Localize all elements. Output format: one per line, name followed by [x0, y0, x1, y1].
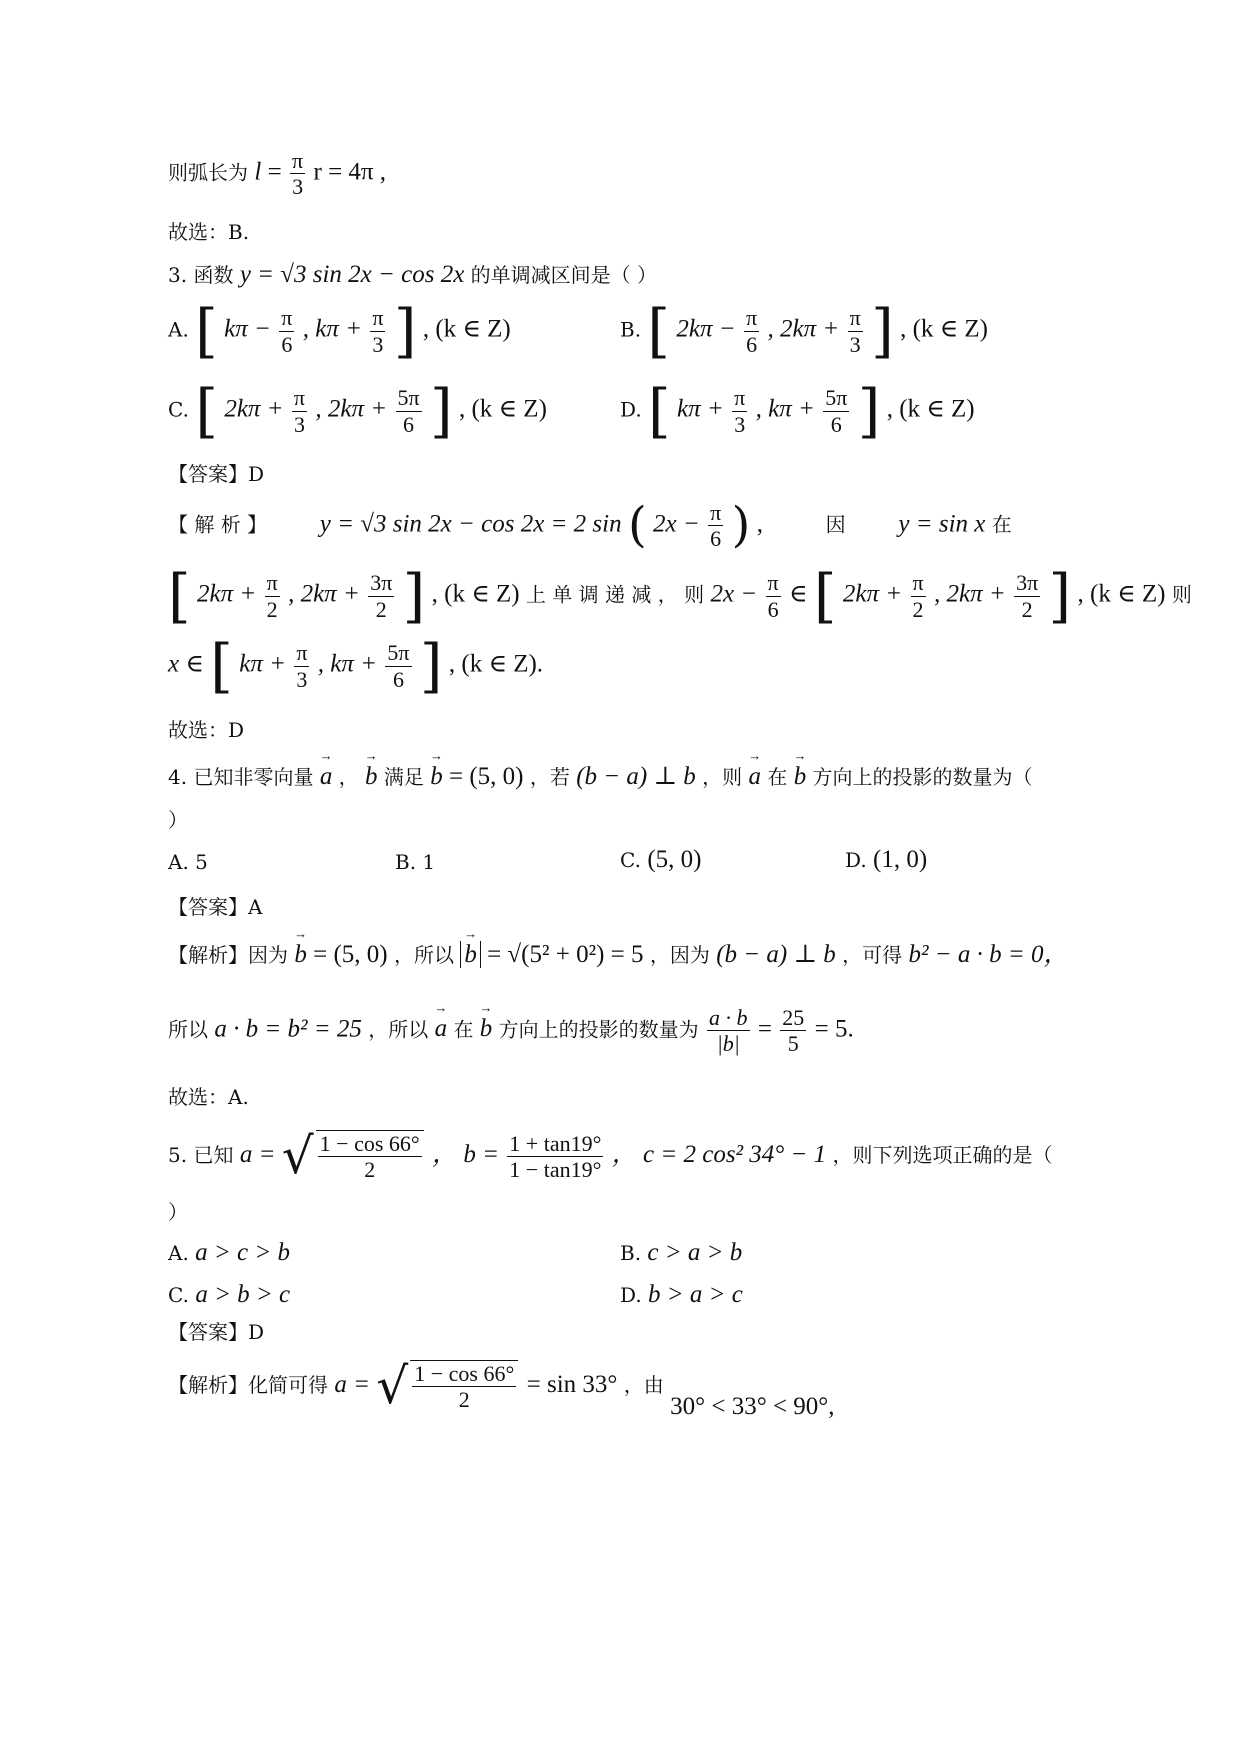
frac-den: |b| — [716, 1031, 740, 1057]
then-text: ，则 — [702, 765, 743, 789]
frac-num: π — [710, 500, 722, 525]
satisfy-text: 满足 — [383, 765, 424, 789]
q4-option-b: B. 1 — [395, 850, 436, 874]
right-bracket: ] — [419, 632, 443, 700]
vector-a: → a — [320, 762, 333, 792]
dot-equation: b² − a · b = 0， — [908, 941, 1069, 968]
frac — [265, 570, 280, 622]
so-text: ，所以 — [393, 943, 454, 967]
frac — [823, 385, 849, 437]
frac-num: 1 + tan19° — [509, 1130, 602, 1156]
frac — [744, 305, 759, 357]
left-bracket: [ — [648, 377, 671, 445]
q4-close: ） — [168, 808, 188, 832]
option-value: (5, 0) — [647, 846, 702, 873]
analysis-formula: y = √3 sin 2x − cos 2x = 2 sin — [319, 510, 622, 538]
interval-end: , kπ + — [302, 315, 362, 343]
if-text: ，若 — [529, 765, 570, 789]
vector-b: → b — [365, 762, 378, 792]
choose-b: 故选：B. — [168, 220, 250, 244]
so-text: 所以 — [168, 1017, 208, 1042]
option-label: C. — [168, 1283, 189, 1307]
by-text: ，由 — [623, 1372, 664, 1397]
option-value: b > a > c — [648, 1281, 743, 1308]
arc-length-result: r = 4π , — [313, 158, 387, 186]
analysis-label: 【解析】化简可得 — [168, 1372, 328, 1397]
frac — [732, 385, 747, 437]
option-value: a > b > c — [195, 1281, 291, 1308]
q4-analysis-line1 — [168, 940, 1068, 970]
vector-b: → b — [294, 940, 307, 970]
k-domain: , (k ∈ Z). — [448, 650, 544, 678]
q4-suffix: 方向上的投影的数量为（ — [812, 765, 1033, 789]
q3-formula: y = √3 sin 2x − cos 2x — [239, 261, 465, 288]
in-text: 在 — [453, 1017, 474, 1042]
interval-start: 2kπ − — [676, 315, 736, 343]
frac-den: 3 — [293, 411, 305, 437]
k-domain: , (k ∈ Z) — [900, 315, 989, 343]
left-bracket: [ — [813, 562, 837, 630]
frac-den: 6 — [767, 596, 779, 622]
right-bracket: ] — [393, 297, 417, 365]
frac-num: π — [746, 305, 758, 331]
vector-b: → b — [794, 762, 807, 792]
vector-b: → b — [480, 1014, 493, 1044]
frac-den: 1 − tan19° — [509, 1156, 602, 1182]
tan-frac — [507, 1131, 603, 1183]
sqrt-frac — [410, 1360, 518, 1413]
sqrt-sign: √ — [281, 1126, 314, 1185]
option-label: D. — [620, 1283, 642, 1307]
frac-den: 3 — [296, 666, 308, 692]
dot-product: a · b = b² = 25 — [214, 1015, 362, 1043]
arc-length-prefix: 则弧长为 — [168, 160, 248, 185]
frac-num: π — [281, 305, 293, 331]
k-domain: , (k ∈ Z) — [886, 395, 975, 423]
frac-den: 3 — [292, 174, 304, 200]
element-of: ∈ — [789, 580, 808, 608]
comma: ， — [338, 765, 359, 789]
q5-option-a — [168, 1238, 290, 1268]
frac — [368, 570, 394, 622]
interval-start: 2kπ + — [842, 580, 903, 608]
right-bracket: ] — [402, 562, 426, 630]
interval-start: kπ + — [677, 395, 724, 423]
left-bracket: [ — [195, 297, 218, 365]
frac-den: 2 — [912, 596, 924, 622]
interval-end: , kπ + — [317, 650, 378, 678]
frac-den: 2 — [1021, 596, 1033, 622]
q4-stem — [168, 762, 1033, 792]
frac-den: 6 — [403, 411, 415, 437]
interval-end: , kπ + — [755, 395, 815, 423]
frac — [279, 305, 294, 357]
then-text: 则 — [1171, 582, 1192, 607]
perp-condition: (b − a) ⊥ b — [716, 941, 836, 968]
a-def: a = — [239, 1140, 276, 1168]
sqrt-frac — [316, 1130, 424, 1183]
in-text: 在 — [991, 512, 1012, 537]
right-paren: ) — [731, 497, 751, 554]
frac-num: π — [912, 570, 924, 596]
frac-num: π — [296, 640, 308, 666]
argument: 2x − — [710, 580, 758, 608]
vector-a: → a — [748, 762, 761, 792]
vector-a: → a — [435, 1014, 448, 1044]
q5-close: ） — [168, 1200, 188, 1224]
q4-option-d — [845, 845, 927, 875]
q4-option-a: A. 5 — [168, 850, 208, 874]
q3-option-c — [168, 377, 547, 445]
interval-end: , 2kπ + — [767, 315, 840, 343]
option-label: B. — [620, 317, 642, 342]
q4-analysis-line2 — [168, 1005, 854, 1057]
perp-condition: (b − a) ⊥ b — [576, 763, 696, 790]
frac — [1014, 570, 1040, 622]
q3-option-d — [620, 377, 975, 445]
right-bracket: ] — [1048, 562, 1072, 630]
frac-den: 3 — [734, 411, 746, 437]
a-def: a = — [334, 1370, 370, 1398]
frac-den: 6 — [746, 331, 758, 357]
frac-den: 6 — [710, 526, 722, 552]
frac-den: 6 — [281, 331, 293, 357]
frac — [294, 640, 309, 692]
frac-den: 5 — [787, 1031, 799, 1057]
frac-num: 1 − cos 66° — [319, 1131, 420, 1156]
left-bracket: [ — [168, 562, 191, 630]
option-label: C. — [620, 848, 641, 872]
monotone-text: 上 单 调 递 减 ， 则 — [525, 582, 705, 607]
because-text: ，因为 — [649, 943, 710, 967]
q3-option-b — [620, 297, 989, 365]
frac-num: 25 — [782, 1005, 805, 1030]
q3-choose: 故选：D — [168, 718, 245, 742]
q5-stem — [168, 1126, 1053, 1185]
sin-result: = sin 33° — [526, 1370, 618, 1398]
q3-suffix: 的单调减区间是（ ） — [470, 263, 658, 287]
q3-stem — [168, 260, 657, 290]
frac — [292, 385, 307, 437]
analysis-label: 【 解 析 】 — [168, 512, 268, 537]
option-value: a > c > b — [195, 1239, 291, 1266]
frac-num: π — [293, 385, 306, 411]
frac-num: 1 − cos 66° — [414, 1361, 515, 1386]
frac-num: π — [266, 570, 278, 596]
frac-num: 3π — [370, 570, 393, 596]
option-value: (1, 0) — [873, 846, 928, 873]
option-label: A. — [168, 317, 189, 342]
interval-start: 2kπ + — [197, 580, 257, 608]
frac-num: π — [292, 148, 304, 173]
frac-den: 3 — [849, 331, 861, 357]
option-value: c > a > b — [647, 1239, 743, 1266]
interval-start: 2kπ + — [224, 395, 284, 423]
frac — [396, 385, 422, 437]
analysis-inner: 2x − — [653, 510, 700, 538]
arc-length-line — [168, 148, 386, 200]
so-text: ，所以 — [368, 1017, 429, 1042]
frac-num: π — [849, 305, 861, 331]
q3-analysis-line1: 【 解 析 】 y = √3 sin 2x − cos 2x = 2 sin ( 2x − $\frac{\pi}{6}$ ) , 因 y = sin x 在 — [168, 497, 1012, 554]
frac-num: 5π — [387, 640, 410, 666]
frac — [780, 1005, 806, 1057]
frac-den: 3 — [372, 331, 384, 357]
interval-start: kπ + — [239, 650, 286, 678]
q5-answer: 【答案】D — [168, 1320, 265, 1344]
b-value: = (5, 0) — [306, 941, 388, 968]
right-bracket: ] — [429, 377, 453, 445]
q4-option-c — [620, 845, 701, 875]
frac-den: 2 — [458, 1387, 470, 1413]
norm-value: = √(5² + 0²) = 5 — [480, 941, 644, 968]
q3-option-a — [168, 297, 511, 365]
q5-suffix: ，则下列选项正确的是（ — [832, 1142, 1053, 1167]
equals-sign: = — [757, 1015, 779, 1043]
left-bracket: [ — [210, 632, 233, 700]
analysis-label: 【解析】因为 — [168, 943, 288, 967]
q3-answer: 【答案】D — [168, 462, 265, 486]
q5-analysis-line1 — [168, 1356, 835, 1420]
frac-num: 3π — [1016, 570, 1039, 596]
c-def: ， c = 2 cos² 34° − 1 — [611, 1140, 827, 1168]
q3-prefix: 3. 函数 — [168, 263, 234, 287]
frac — [370, 305, 385, 357]
q5-prefix: 5. 已知 — [168, 1142, 234, 1167]
norm-b — [460, 941, 481, 968]
frac-den: 6 — [392, 666, 404, 692]
q3-analysis-line3 — [168, 632, 544, 700]
frac-den: 6 — [830, 411, 842, 437]
frac-num: a · b — [709, 1005, 748, 1030]
q3-analysis-line2 — [168, 562, 1192, 630]
b-def: ， b = — [432, 1140, 499, 1168]
k-domain: , (k ∈ Z) — [431, 580, 520, 608]
angle-inequality: 30° < 33° < 90°, — [670, 1392, 835, 1420]
interval-end: , 2kπ + — [933, 580, 1006, 608]
q5-option-d — [620, 1280, 743, 1310]
q4-choose: 故选：A. — [168, 1085, 249, 1109]
left-paren: ( — [627, 497, 647, 554]
frac-num: π — [372, 305, 384, 331]
frac — [766, 570, 781, 622]
frac-num: π — [767, 570, 779, 596]
frac — [708, 500, 723, 552]
right-bracket: ] — [857, 377, 881, 445]
vector-b: → b — [430, 762, 443, 792]
interval-start: kπ − — [224, 315, 271, 343]
frac-den: 2 — [364, 1157, 376, 1183]
interval-end: , 2kπ + — [315, 395, 388, 423]
left-bracket: [ — [195, 377, 218, 445]
k-domain: , (k ∈ Z) — [458, 395, 547, 423]
option-label: A. — [168, 1241, 189, 1265]
option-label: C. — [168, 397, 189, 422]
interval-end: , 2kπ + — [288, 580, 360, 608]
q4-prefix: 4. 已知非零向量 — [168, 765, 314, 789]
projection-text: 方向上的投影的数量为 — [498, 1017, 699, 1042]
pi-over-3 — [290, 148, 305, 200]
frac — [385, 640, 411, 692]
option-label: D. — [845, 848, 867, 872]
in-text: 在 — [767, 765, 788, 789]
left-bracket: [ — [647, 297, 671, 365]
sin-function: y = sin x — [898, 510, 986, 538]
equals-sign: = — [267, 158, 289, 186]
b-value: = (5, 0) — [442, 763, 524, 790]
x-in: x ∈ — [168, 650, 204, 678]
option-label: B. — [620, 1241, 642, 1265]
option-label: D. — [620, 397, 642, 422]
get-text: ，可得 — [842, 943, 903, 967]
frac — [911, 570, 926, 622]
frac-den: 2 — [375, 596, 387, 622]
frac — [848, 305, 863, 357]
projection-frac — [707, 1005, 750, 1057]
q5-option-b — [620, 1238, 742, 1268]
frac-num: 5π — [397, 385, 420, 411]
frac-num: π — [734, 385, 746, 411]
because-text: 因 — [825, 512, 846, 537]
k-domain: , (k ∈ Z) — [1077, 580, 1166, 608]
frac-num: 5π — [825, 385, 848, 411]
projection-result: = 5. — [814, 1015, 854, 1043]
k-domain: , (k ∈ Z) — [422, 315, 511, 343]
q5-option-c — [168, 1280, 290, 1310]
vector-b: → b — [464, 940, 477, 970]
frac-den: 2 — [266, 596, 278, 622]
right-bracket: ] — [871, 297, 894, 365]
sqrt-sign: √ — [376, 1356, 409, 1415]
q4-answer: 【答案】A — [168, 895, 263, 919]
arc-length-symbol: l — [254, 158, 262, 186]
